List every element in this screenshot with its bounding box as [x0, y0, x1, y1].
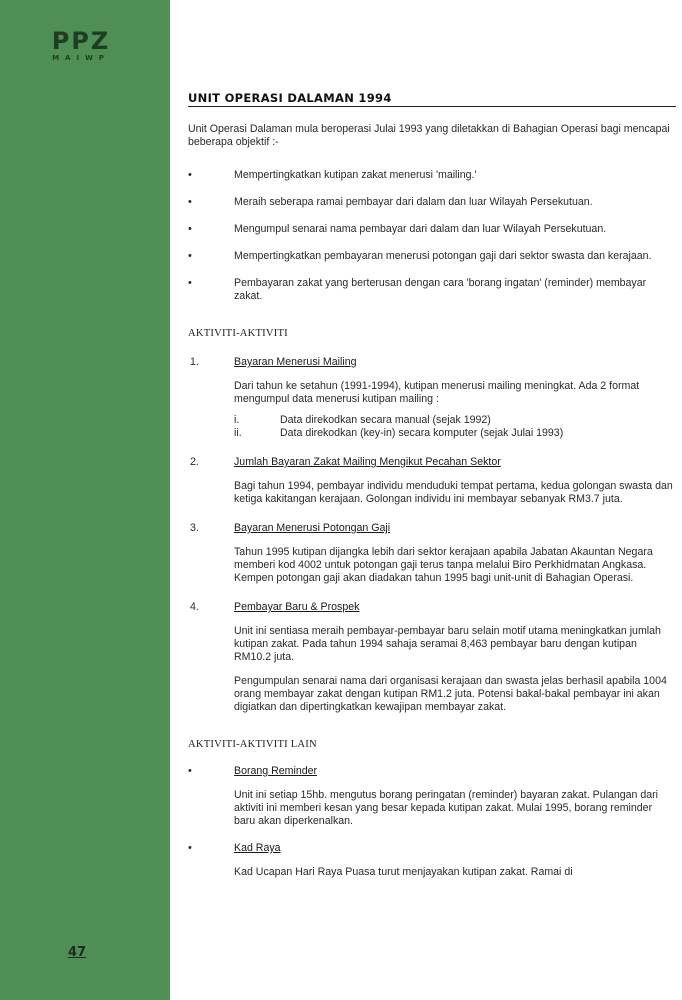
intro-paragraph: Unit Operasi Dalaman mula beroperasi Julai 1993 yang diletakkan di Bahagian Operasi bagi mencapai beberapa objektif :- — [188, 123, 670, 148]
activity-item — [188, 456, 676, 506]
bullet-icon: • — [188, 223, 192, 235]
page-number: 47 — [68, 945, 87, 960]
section-title-other-activities: AKTIVITI-AKTIVITI LAIN — [188, 739, 317, 750]
bullet-icon: • — [188, 250, 192, 262]
green-sidebar — [0, 0, 170, 1000]
activity-item — [188, 601, 676, 714]
objectives-list — [188, 169, 676, 303]
logo-main-text: PPZ — [51, 27, 111, 55]
activity-item — [188, 356, 676, 440]
activity-number: 3. — [190, 522, 199, 534]
activity-number: 2. — [190, 456, 199, 468]
bullet-icon: • — [188, 169, 192, 181]
activity-title: Pembayar Baru & Prospek — [234, 601, 360, 613]
format-list — [234, 414, 676, 440]
format-item — [234, 427, 676, 440]
bullet-icon: • — [188, 277, 192, 289]
activity-body: Dari tahun ke setahun (1991-1994), kutipan menerusi mailing meningkat. Ada 2 format mengumpul data menerusi kutipan mailing : — [234, 380, 640, 405]
activity-body: Tahun 1995 kutipan dijangka lebih dari sektor kerajaan apabila Jabatan Akauntan Negara memberi kod 4002 untuk potongan gaji terus tanpa melalui Biro Perkhidmatan Angkasa. Kempen potongan gaji akan diadakan tahun 1995 bagi unit-unit di Bahagian Operasi. — [234, 546, 653, 584]
objective-text: Meraih seberapa ramai pembayar dari dalam dan luar Wilayah Persekutuan. — [234, 196, 593, 208]
activity-title: Jumlah Bayaran Zakat Mailing Mengikut Pecahan Sektor — [234, 456, 501, 468]
activity-number: 1. — [190, 356, 199, 368]
objective-item — [188, 169, 676, 182]
objective-item — [188, 196, 676, 209]
objective-text: Mengumpul senarai nama pembayar dari dalam dan luar Wilayah Persekutuan. — [234, 223, 607, 235]
ppz-logo — [46, 28, 116, 62]
objective-text: Mempertingkatkan pembayaran menerusi potongan gaji dari sektor swasta dan kerajaan. — [234, 250, 652, 262]
section-title-activities: AKTIVITI-AKTIVITI — [188, 328, 288, 339]
activity-body-continued: Pengumpulan senarai nama dari organisasi kerajaan dan swasta jelas berhasil apabila 1004 orang membayar zakat dengan kutipan RM1.2 juta. Potensi bakal-bakal pembayar ini akan digiatkan dan dipertingkatkan kewajipan membayar zakat. — [234, 675, 667, 713]
activity-body: Unit ini sentiasa meraih pembayar-pembayar baru selain motif utama meningkatkan jumlah kutipan zakat. Pada tahun 1994 sahaja seramai 8,463 pembayar baru dengan kutipan RM10.2 juta. — [234, 625, 661, 663]
bullet-icon: • — [188, 765, 192, 777]
format-label: ii. — [234, 427, 242, 439]
objective-text: Mempertingkatkan kutipan zakat menerusi 'mailing.' — [234, 169, 477, 181]
bullet-icon: • — [188, 842, 192, 854]
objective-item — [188, 250, 676, 263]
other-activity-item — [188, 765, 676, 828]
other-activity-body: Kad Ucapan Hari Raya Puasa turut menjayakan kutipan zakat. Ramai di — [234, 866, 573, 878]
activity-title: Bayaran Menerusi Mailing — [234, 356, 357, 368]
other-activity-title: Borang Reminder — [234, 765, 318, 777]
objective-text: Pembayaran zakat yang berterusan dengan cara 'borang ingatan' (reminder) membayar zakat. — [234, 277, 647, 302]
objective-item — [188, 223, 676, 236]
document-content — [188, 92, 676, 879]
other-activity-title: Kad Raya — [234, 842, 281, 854]
bullet-icon: • — [188, 196, 192, 208]
format-text: Data direkodkan secara manual (sejak 1992) — [280, 414, 491, 426]
page-heading: UNIT OPERASI DALAMAN 1994 — [188, 92, 676, 107]
other-activity-item — [188, 842, 676, 879]
activity-number: 4. — [190, 601, 199, 613]
activity-title: Bayaran Menerusi Potongan Gaji — [234, 522, 391, 534]
activity-item — [188, 522, 676, 585]
other-activity-body: Unit ini setiap 15hb. mengutus borang peringatan (reminder) bayaran zakat. Pulangan dari aktiviti ini memberi kesan yang besar kepada kutipan zakat. Mulai 1995, borang reminder baru akan diperkenalkan. — [234, 789, 659, 827]
logo-sub-text: MAIWP — [52, 54, 110, 62]
objective-item — [188, 277, 676, 303]
format-item — [234, 414, 676, 427]
format-text: Data direkodkan (key-in) secara komputer (sejak Julai 1993) — [280, 427, 564, 439]
activity-body: Bagi tahun 1994, pembayar individu menduduki tempat pertama, kedua golongan swasta dan ketiga kakitangan kerajaan. Golongan individu ini membayar sebanyak RM3.7 juta. — [234, 480, 673, 505]
format-label: i. — [234, 414, 240, 426]
